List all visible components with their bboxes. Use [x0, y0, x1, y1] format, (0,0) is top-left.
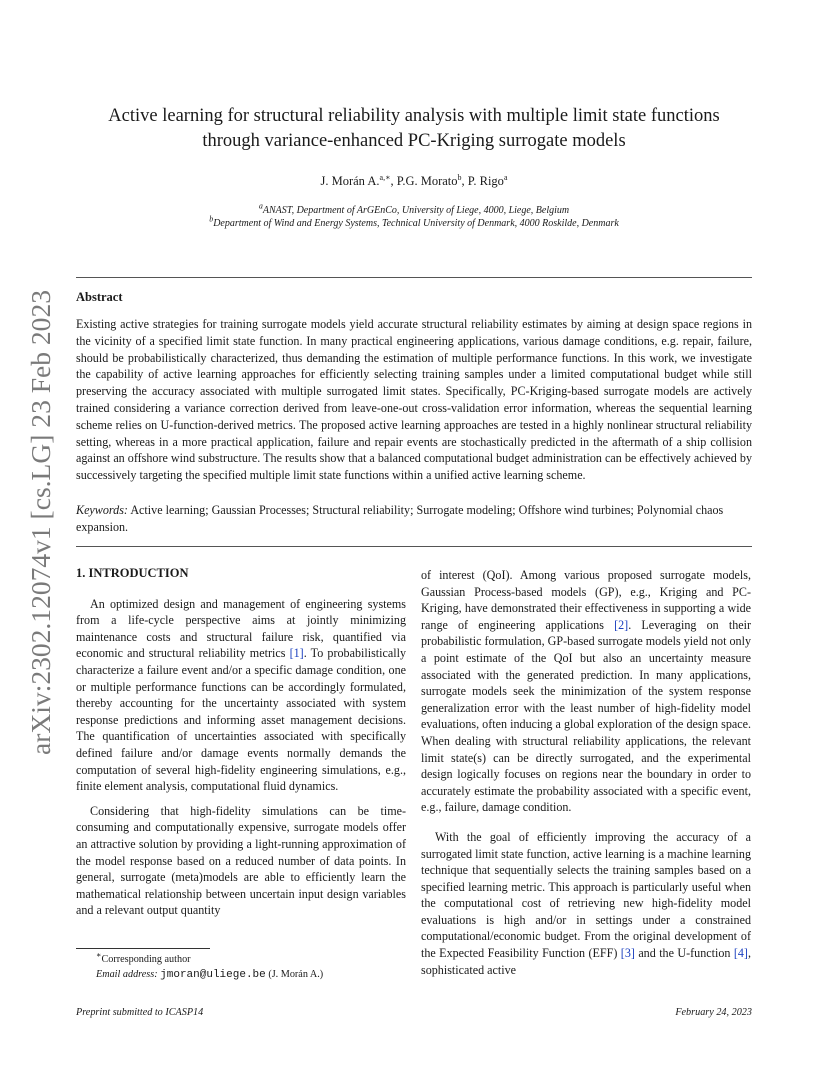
- intro-p4-text-a: With the goal of efficiently improving the accuracy of a surrogated limit state function, active learning is a machine learning technique that sequentially selects the training samples based on a specified learning metric. This approach is particularly useful when the computational cost of retrieving new high-fidelity model evaluations is high and/or in settings under a constrained computational/economic budget. From the original development of the Expected Feasibility Function (EFF): [421, 829, 751, 961]
- author-2-marks: b: [457, 172, 462, 182]
- abstract-body: Existing active strategies for training surrogate models yield accurate structural reliability estimates by aiming at design space regions in the vicinity of a specified limit state function. In many practical engineering applications, various damage conditions, e.g. repair, failure, should be probabilistically characterized, thus demanding the estimation of multiple performance functions. In this work, we investigate the capability of active learning approaches for efficiently selecting training samples under a limited computational budget while still preserving the accuracy associated with multiple surrogated limit states. Specifically, PC-Kriging-based surrogate models are actively trained considering a variance correction derived from leave-one-out cross-validation error information, whereas the sequential learning scheme relies on U-function-derived metrics. The proposed active learning approaches are tested in a highly nonlinear structural reliability setting, whereas in a more practical application, failure and repair events are stochastically predicted in the aftermath of a ship collision against an offshore wind substructure. The results show that a balanced computational budget administration can be effectively achieved by successively targeting the specified multiple limit state functions within a unified active learning scheme.: [76, 317, 752, 483]
- intro-paragraph-4: [421, 829, 751, 978]
- author-3: P. Rigo: [467, 174, 504, 188]
- top-divider: [76, 277, 752, 278]
- intro-p4-text-c: , sophisticated active: [421, 946, 751, 977]
- intro-paragraph-3: [421, 567, 751, 816]
- footnote-divider: [76, 948, 210, 949]
- author-sep-1: ,: [390, 174, 397, 188]
- preprint-note: Preprint submitted to ICASP14: [76, 1007, 204, 1018]
- arxiv-sidebar-stamp: [6, 290, 66, 760]
- citation-link-2[interactable]: [2]: [614, 617, 629, 632]
- intro-p1-text-a: An optimized design and management of engineering systems from a life-cycle perspective aims at jointly minimizing maintenance costs and structural failure risk, quantified via economic and structural reliability metrics: [76, 596, 406, 661]
- affiliation-b-text: Department of Wind and Energy Systems, Technical University of Denmark, 4000 Roskilde, Denmark: [213, 218, 619, 229]
- right-column: [421, 567, 751, 978]
- affiliation-a-text: ANAST, Department of ArGEnCo, University of Liege, 4000, Liege, Belgium: [262, 205, 570, 216]
- footer-date: February 24, 2023: [675, 1007, 752, 1018]
- abstract-divider: [76, 546, 752, 547]
- footnote-corresponding-text: Corresponding author: [101, 954, 191, 965]
- affiliation-b: [0, 214, 828, 229]
- intro-p3-text-b: . Leveraging on their probabilistic formulation, GP-based surrogate models yield not only a point estimate of the QoI but also an uncertainty measure associated with the generated prediction. In many applications, surrogate models seek the minimization of the system response generalization error with the least number of high-fidelity model evaluations, often inducing a global exploration of the design space. When dealing with structural reliability applications, the relevant limit state(s) can be directly surrogated, and the experimental design logically focuses on regions near the boundary in order to accurately estimate the probability associated with a specific event, e.g., failure, damage condition.: [421, 617, 751, 815]
- email-address[interactable]: jmoran@uliege.be: [160, 969, 266, 981]
- author-2: P.G. Morato: [396, 174, 458, 188]
- intro-paragraph-1: [76, 596, 406, 795]
- footnote-email-line: [96, 967, 323, 983]
- affiliation-a-mark: a: [258, 201, 263, 211]
- author-1: J. Morán A.: [320, 174, 380, 188]
- section-heading: 1. INTRODUCTION: [76, 566, 189, 580]
- keywords-label: Keywords:: [76, 503, 128, 517]
- paper-title: [60, 104, 768, 154]
- intro-p4-text-b: and the U-function: [634, 946, 734, 961]
- author-sep-2: ,: [461, 174, 468, 188]
- footnote-corresponding: [96, 952, 323, 967]
- email-suffix: (J. Morán A.): [265, 969, 324, 980]
- title-line-2: through variance-enhanced PC-Kriging surrogate models: [202, 131, 626, 151]
- arxiv-sidebar-svg: [6, 290, 66, 760]
- left-column: [76, 565, 406, 919]
- keywords-list: Active learning; Gaussian Processes; Structural reliability; Surrogate modeling; Offshore wind turbines; Polynomial chaos expansion.: [76, 503, 724, 534]
- citation-link-3[interactable]: [3]: [620, 946, 635, 961]
- intro-p1-text-b: . To probabilistically characterize a failure event and/or a specific damage condition, one or multiple performance functions can be accordingly formulated, thereby accounting for the uncertainty associated with system response predictions and informing asset management decisions. The quantification of uncertainties associated with specifically defined failure and/or damage events normally demands the computation of several high-fidelity engineering simulations, e.g., finite element analysis, computational fluid dynamics.: [76, 646, 406, 794]
- citation-link-1[interactable]: [1]: [289, 646, 304, 661]
- footnote: [96, 952, 323, 983]
- intro-paragraph-2: Considering that high-fidelity simulations can be time-consuming and computationally expensive, surrogate models offer an attractive solution by providing a light-running approximation of the model response based on a reduced number of data points. In general, surrogate (meta)models are able to efficiently learn the mathematical relationship between uncertain input design variables and a relevant output quantity: [76, 803, 406, 918]
- keywords: [76, 502, 752, 536]
- intro-p3-text-a: of interest (QoI). Among various proposed surrogate models, Gaussian Process-based models (GP), e.g., Kriging and PC-Kriging, have demonstrated their effectiveness in supporting a wide range of engineering applications: [421, 568, 751, 632]
- author-3-marks: a: [503, 172, 508, 182]
- abstract-heading: Abstract: [76, 290, 123, 304]
- author-list: [0, 174, 828, 189]
- email-label: Email address:: [96, 969, 158, 980]
- footnote-mark: ∗: [96, 950, 102, 960]
- arxiv-identifier: arXiv:2302.12074v1 [cs.LG] 23 Feb 2023: [26, 299, 56, 755]
- citation-link-4[interactable]: [4]: [733, 946, 748, 961]
- affiliation-a: [0, 201, 828, 216]
- author-1-marks: a,∗: [379, 172, 391, 182]
- title-line-1: Active learning for structural reliability analysis with multiple limit state functions: [108, 106, 720, 126]
- affiliation-b-mark: b: [209, 214, 214, 224]
